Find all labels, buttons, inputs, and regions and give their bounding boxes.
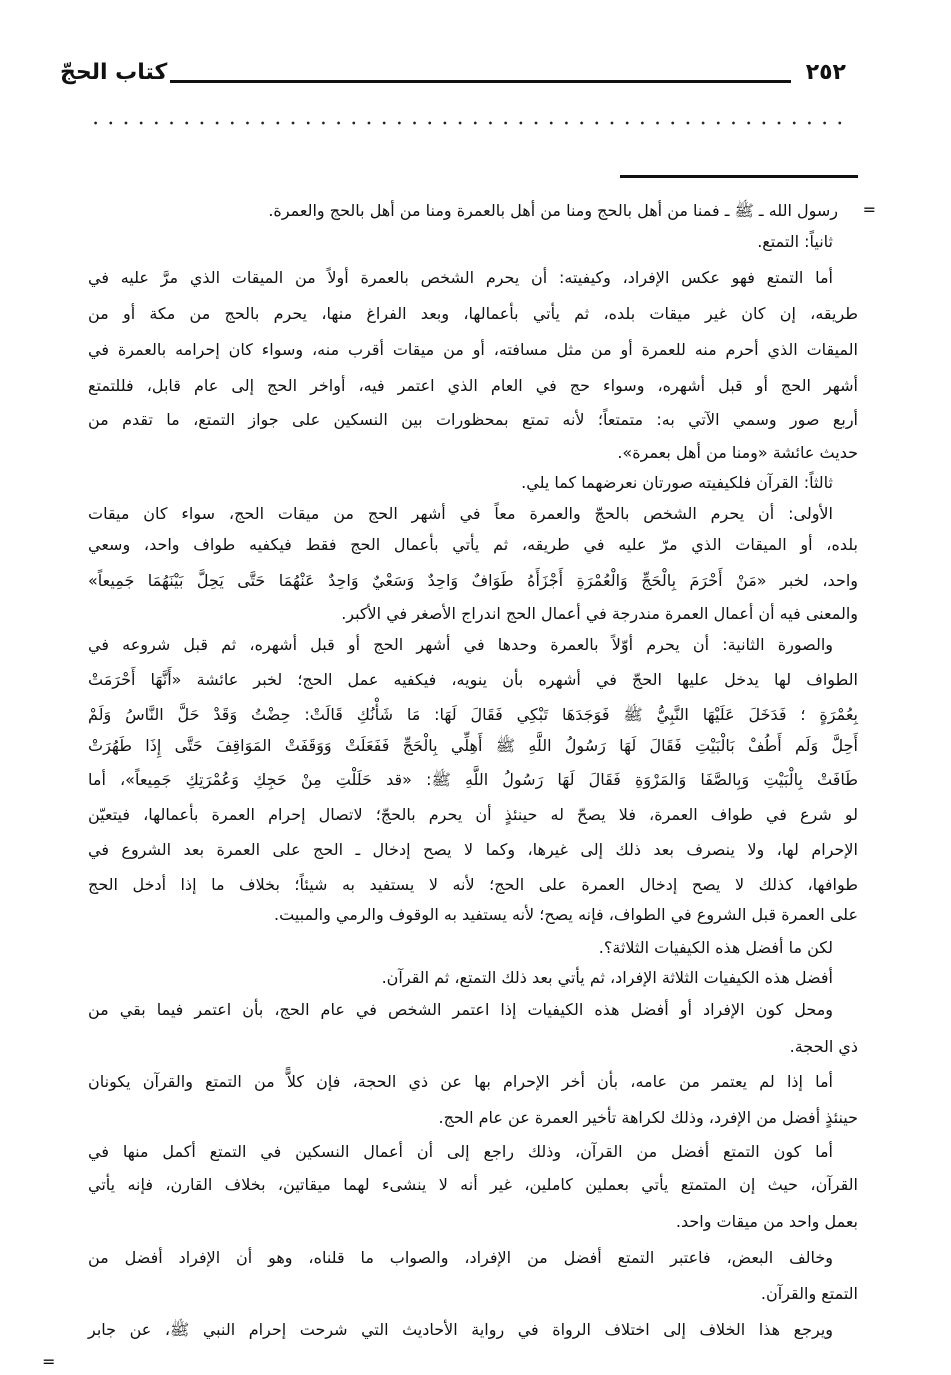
text-line: الإحرام لها، ولا ينصرف بعد ذلك إلى غيرها، وكما لا يصح إدخال ـ الحج على العمرة بعد الشروع في	[88, 840, 858, 859]
text-line: أربع صور وسمي الآتي به: متمتعاً؛ لأنه تمتع بمحظورات بين النسكين على جواز التمتع، ما تقدم من	[88, 410, 858, 429]
text-line: بلده، أو الميقات الذي مرّ عليه في طريقه، ثم يأتي بأعمال الحج فقط فيكفيه طواف واحد، وسعي	[88, 535, 858, 554]
text-line: ومحل كون الإفراد أو أفضل هذه الكيفيات إذا اعتمر الشخص في عام الحج، بأن اعتمر فيما بقي من	[88, 1000, 833, 1019]
text-line: لو شرع في طواف العمرة، فلا يصحّ له حينئذٍ أن يحرم بالحجّ؛ لاتصال إحرام العمرة بأعمالها، فيتعيّن	[88, 805, 858, 824]
text-line: أشهر الحج أو قبل أشهره، وسواء حج في العام الذي اعتمر فيه، أواخر الحج إلى عام قابل، فللتمتع	[88, 376, 858, 395]
running-title: كتاب الحجّ	[60, 60, 168, 85]
text-line: رسول الله ـ ﷺ ـ فمنا من أهل بالحج ومنا من أهل بالعمرة ومنا من أهل بالحج والعمرة.	[268, 201, 838, 220]
text-line: واحد، لخبر «مَنْ أَحْرَمَ بِالْحَجِّ وَالْعُمْرَةِ أَجْزَأَهُ طَوَافٌ وَاحِدٌ وَسَعْيٌ وَاحِدٌ عَنْهُمَا حَتَّى يَحِلَّ بَيْنَهُمَا جَمِيعاً»	[88, 571, 858, 590]
text-line: الأولى: أن يحرم الشخص بالحجّ والعمرة معاً في أشهر الحج من ميقات الحج، سواء كان ميقات	[88, 504, 833, 523]
text-line: أما التمتع فهو عكس الإفراد، وكيفيته: أن يحرم الشخص بالعمرة أولاً من الميقات الذي مرَّ عليه في	[88, 268, 833, 287]
text-line: أفضل هذه الكيفيات الثلاثة الإفراد، ثم يأتي بعد ذلك التمتع، ثم القرآن.	[381, 968, 833, 987]
text-line: الطواف لها يدخل عليها الحجّ في أشهره بأن ينويه، فيكفيه عمل الحج؛ لخبر عائشة «أَنَّهَا أَحْرَمَتْ	[88, 670, 858, 689]
header-rule	[170, 80, 791, 83]
text-line: وخالف البعض، فاعتبر التمتع أفضل من الإفراد، والصواب ما قلناه، وهو أن الإفراد أفضل من	[88, 1248, 833, 1267]
text-line: حديث عائشة «ومنا من أهل بعمرة».	[617, 443, 858, 462]
text-line: ويرجع هذا الخلاف إلى اختلاف الرواة في رواية الأحاديث التي شرحت إحرام النبي ﷺ، عن جابر	[88, 1320, 833, 1339]
text-line: أَحِلَّ وَلَم أَطُفْ بَالْبَيْتِ فَقَالَ لَهَا رَسُولُ اللَّهِ ﷺ أَهِلِّي بِالْحَجِّ فَفَعَلَتْ وَوَقَفَتْ المَوَاقِفَ حَتَّى إِذَا طَهُرَتْ	[88, 736, 858, 755]
text-line: أما كون التمتع أفضل من القرآن، وذلك راجع إلى أن أعمال النسكين في التمتع أكمل منها في	[88, 1142, 833, 1161]
text-line: طريقه، إن كان غير ميقات بلده، ثم يأتي بأعمالها، وبعد الفراغ منها، يحرم بالحج من مكة أو من	[88, 304, 858, 323]
text-line: على العمرة قبل الشروع في الطواف، فإنه يصح؛ لأنه يستفيد به الوقوف والرمي والمبيت.	[274, 905, 858, 924]
text-line: طَافَتْ بِالْبَيْتِ وَبِالصَّفَا وَالمَرْوَةِ فَقَالَ لَهَا رَسُولُ اللَّهِ ﷺ: «قد حَلَلْتِ مِنْ حَجِكِ وَعُمْرَتِكِ جَمِيعاً»، أما	[88, 770, 858, 789]
text-line: بِعُمْرَةٍ ؛ فَدَخَلَ عَلَيْهَا النَّبِيُّ ﷺ فَوَجَدَهَا تَبْكِي فَقَالَ لَهَا: مَا شَأْنُكِ قَالَتْ: حِضْتُ وَقَدْ حَلَّ النَّاسُ وَلَمْ	[88, 705, 858, 724]
text-line: بعمل واحد من ميقات واحد.	[675, 1212, 858, 1231]
text-line: والمعنى فيه أن أعمال العمرة مندرجة في أعمال الحج اندراج الأصغر في الأكبر.	[341, 604, 858, 623]
dotted-separator	[88, 120, 848, 126]
text-line: لكن ما أفضل هذه الكيفيات الثلاثة؟.	[598, 938, 833, 957]
text-line: الميقات الذي أحرم منه للعمرة أو من مثل مسافته، أو من ميقات أقرب منه، وسواء كان إحرامه بالعمرة في	[88, 340, 858, 359]
continuation-mark-top: =	[862, 200, 876, 219]
text-line: والصورة الثانية: أن يحرم أوّلاً بالعمرة وحدها في أشهر الحج أو قبل أشهره، ثم قبل شروعه في	[88, 635, 833, 654]
text-line: التمتع والقرآن.	[760, 1284, 858, 1303]
page-number: ٢٥٢	[805, 60, 846, 85]
text-line: ذي الحجة.	[789, 1037, 858, 1056]
text-line: أما إذا لم يعتمر من عامه، بأن أخر الإحرام بها عن ذي الحجة، فإن كلاًّ من التمتع والقرآن يكونان	[88, 1072, 833, 1091]
continuation-mark-bottom: =	[42, 1352, 56, 1371]
text-line: ثانياً: التمتع.	[757, 232, 833, 251]
text-line: طوافها، كذلك لا يصح إدخال العمرة على الحج؛ لأنه لا يستفيد به شيئاً؛ بخلاف ما إذا أدخل الحج	[88, 875, 858, 894]
text-line: القرآن، حيث إن المتمتع يأتي بعملين كاملين، غير أنه لا ينشىء لهما ميقاتين، بخلاف القارن، فإنه يأتي	[88, 1175, 858, 1194]
text-line: ثالثاً: القرآن فلكيفيته صورتان نعرضهما كما يلي.	[521, 473, 833, 492]
text-line: حينئذٍ أفضل من الإفرد، وذلك لكراهة تأخير العمرة عن عام الحج.	[438, 1108, 858, 1127]
footnote-rule	[620, 175, 858, 178]
